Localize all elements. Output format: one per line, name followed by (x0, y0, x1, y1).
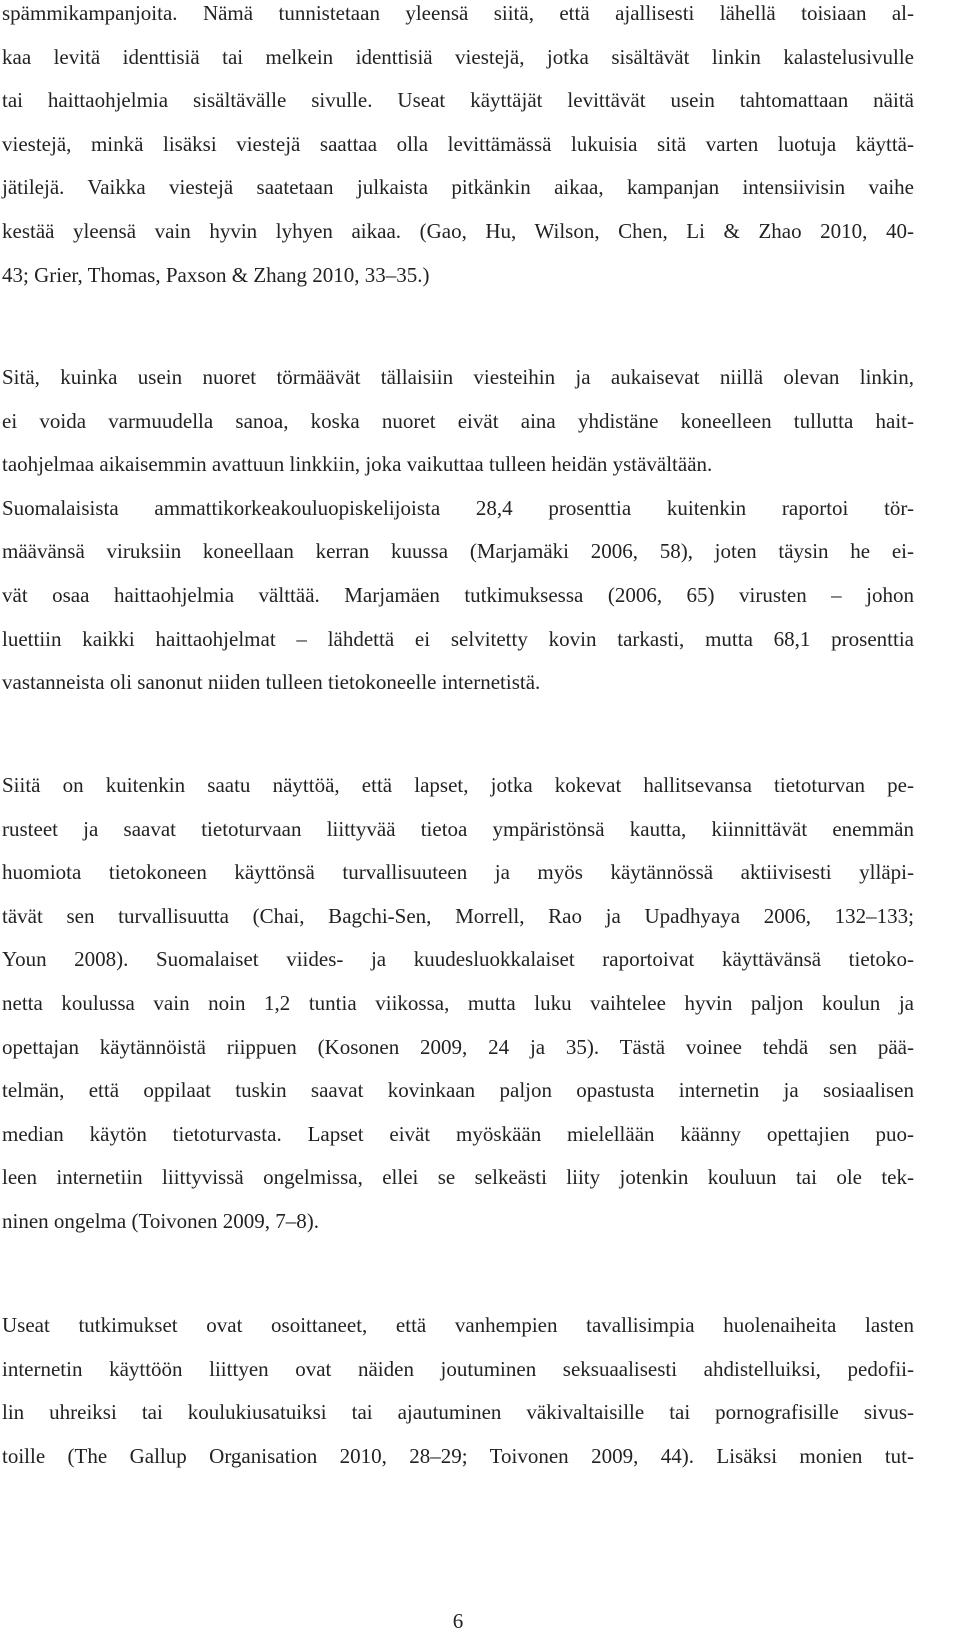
text-line: leen internetiin liittyvissä ongelmissa, ellei se selkeästi liity jotenkin kouluun tai ole tek- (2, 1165, 914, 1190)
text-line: Sitä, kuinka usein nuoret törmäävät tällaisiin viesteihin ja aukaisevat niillä olevan linkin, (2, 365, 914, 389)
text-line: vät osaa haittaohjelmia välttää. Marjamäen tutkimuksessa (2006, 65) virusten – johon (2, 582, 914, 607)
text-line: internetin käyttöön liittyen ovat näiden joutuminen seksuaalisesti ahdistelluiksi, pedofii- (2, 1356, 914, 1381)
paragraph-1 (2, 0, 914, 297)
text-line: Suomalaisista ammattikorkeakouluopiskelijoista 28,4 prosenttia kuitenkin raportoi tör- (2, 495, 914, 520)
text-line: spämmikampanjoita. Nämä tunnistetaan yleensä siitä, että ajallisesti lähellä toisiaan al- (2, 1, 914, 25)
text-line: Siitä on kuitenkin saatu näyttöä, että lapset, jotka kokevat hallitsevansa tietoturvan pe- (2, 773, 914, 797)
text-line: telmän, että oppilaat tuskin saavat kovinkaan paljon opastusta internetin ja sosiaalisen (2, 1078, 914, 1103)
paragraph-2 (2, 356, 914, 705)
text-line: viestejä, minkä lisäksi viestejä saattaa olla levittämässä lukuisia sitä varten luotuja käyttä- (2, 131, 914, 156)
text-line: kaa levitä identtisiä tai melkein identtisiä viestejä, jotka sisältävät linkin kalastelusivulle (2, 44, 914, 69)
text-line: huomiota tietokoneen käyttönsä turvallisuuteen ja myös käytännössä aktiivisesti ylläpi- (2, 860, 914, 885)
text-line: median käytön tietoturvasta. Lapset eivät myöskään mielellään käänny opettajien puo- (2, 1121, 914, 1146)
text-line: taohjelmaa aikaisemmin avattuun linkkiin, joka vaikuttaa tulleen heidän ystävältään. (2, 452, 713, 477)
text-line: Youn 2008). Suomalaiset viides- ja kuudesluokkalaiset raportoivat käyttävänsä tietoko- (2, 947, 914, 972)
text-line: jätilejä. Vaikka viestejä saatetaan julkaista pitkänkin aikaa, kampanjan intensiivisin vaihe (2, 175, 914, 200)
text-line: tai haittaohjelmia sisältävälle sivulle. Useat käyttäjät levittävät usein tahtomattaan näitä (2, 88, 914, 113)
text-line: Useat tutkimukset ovat osoittaneet, että vanhempien tavallisimpia huolenaiheita lasten (2, 1313, 914, 1337)
page-number: 6 (452, 1609, 464, 1633)
text-line: vastanneista oli sanonut niiden tulleen tietokoneelle internetistä. (2, 670, 541, 695)
text-line: ei voida varmuudella sanoa, koska nuoret eivät aina yhdistäne koneelleen tullutta hait- (2, 408, 914, 433)
text-line: netta koulussa vain noin 1,2 tuntia viikossa, mutta luku vaihtelee hyvin paljon koulun ja (2, 990, 914, 1015)
text-line: rusteet ja saavat tietoturvaan liittyvää tietoa ympäristönsä kautta, kiinnittävät enemmän (2, 816, 914, 841)
text-line: luettiin kaikki haittaohjelmat – lähdettä ei selvitetty kovin tarkasti, mutta 68,1 prosenttia (2, 626, 914, 651)
text-line: 43; Grier, Thomas, Paxson & Zhang 2010, 33–35.) (2, 262, 430, 287)
text-line: lin uhreiksi tai koulukiusatuiksi tai ajautuminen väkivaltaisille tai pornografisille sivus- (2, 1400, 914, 1425)
paragraph-4 (2, 1304, 914, 1478)
text-line: opettajan käytännöistä riippuen (Kosonen 2009, 24 ja 35). Tästä voinee tehdä sen pää- (2, 1034, 914, 1059)
paragraph-3 (2, 764, 914, 1244)
text-line: määvänsä viruksiin koneellaan kerran kuussa (Marjamäki 2006, 58), joten täysin he ei- (2, 539, 914, 564)
text-line: ninen ongelma (Toivonen 2009, 7–8). (2, 1208, 319, 1233)
text-line: kestää yleensä vain hyvin lyhyen aikaa. (Gao, Hu, Wilson, Chen, Li & Zhao 2010, 40- (2, 218, 914, 243)
text-line: tävät sen turvallisuutta (Chai, Bagchi-Sen, Morrell, Rao ja Upadhyaya 2006, 132–133; (2, 903, 914, 928)
text-line: toille (The Gallup Organisation 2010, 28–29; Toivonen 2009, 44). Lisäksi monien tut- (2, 1443, 914, 1468)
